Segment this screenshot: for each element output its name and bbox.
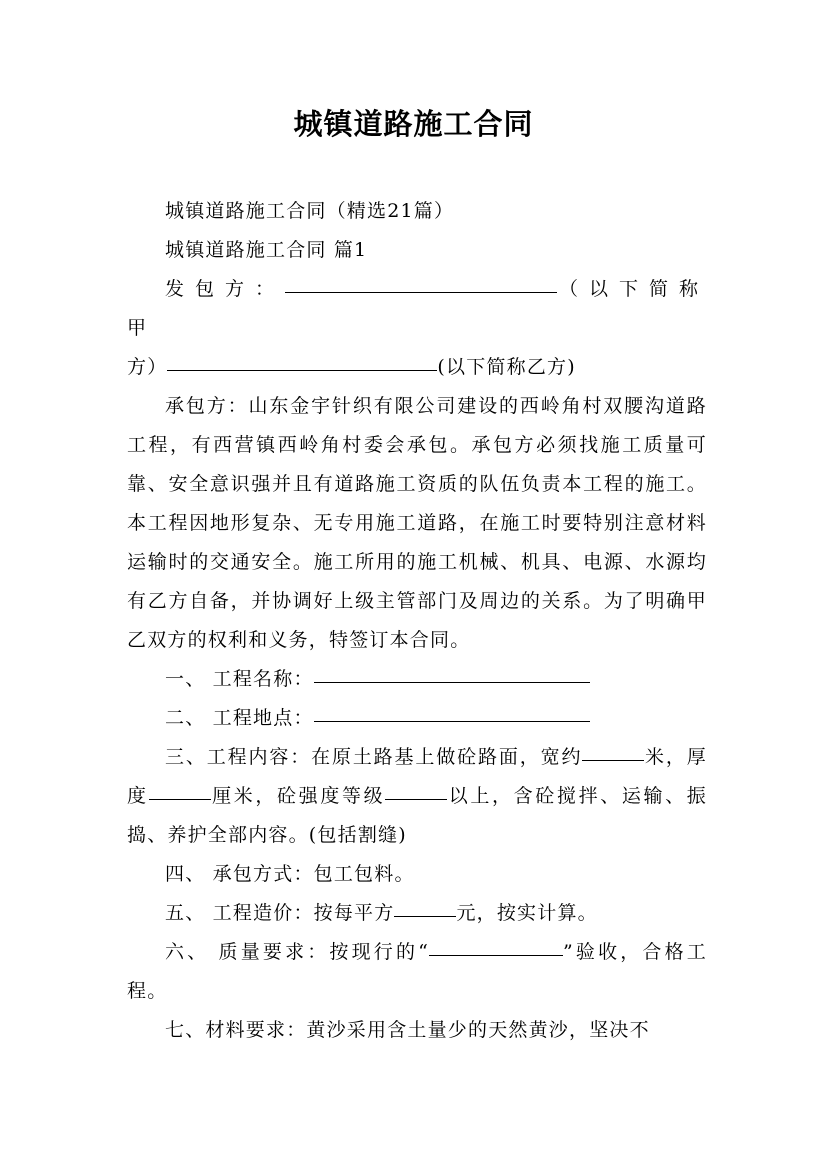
strength-grade-blank	[385, 798, 447, 800]
item-project-name	[127, 660, 707, 699]
item-contract-mode: 四、 承包方式：包工包料。	[165, 863, 415, 885]
standard-blank	[429, 954, 563, 956]
item-project-cost	[127, 894, 707, 933]
item3-part3: 厘米，砼强度等级	[210, 785, 386, 807]
subtitle-text: 城镇道路施工合同（精选21篇）	[165, 200, 455, 222]
project-name-blank	[314, 681, 590, 683]
party-b-blank	[167, 369, 437, 371]
party-b-line	[127, 348, 707, 387]
unit-price-blank	[394, 915, 456, 917]
item3-part4: 以上，含砼搅拌、运输、振捣、养护全部内容。(包括割缝)	[127, 785, 708, 846]
item5-part1: 五、 工程造价：按每平方	[165, 902, 395, 924]
item2-label: 二、 工程地点：	[165, 707, 314, 729]
thickness-blank	[149, 798, 211, 800]
project-location-blank	[314, 720, 590, 722]
document-title: 城镇道路施工合同	[293, 107, 534, 141]
width-blank	[582, 759, 644, 761]
section-heading	[127, 231, 707, 270]
item3-part2: 米，厚度	[127, 746, 707, 807]
item-project-location	[127, 699, 707, 738]
item-project-content	[127, 738, 707, 855]
intro-paragraph: 承包方：山东金宇针织有限公司建设的西岭角村双腰沟道路工程，有西营镇西岭角村委会承包。承包方必须找施工质量可靠、安全意识强并且有道路施工资质的队伍负责本工程的施工。本工程因地形复杂、无专用施工道路，在施工时要特别注意材料运输时的交通安全。施工所用的施工机械、机具、电源、水源均有乙方自备，并协调好上级主管部门及周边的关系。为了明确甲乙双方的权利和义务，特签订本合同。	[127, 395, 707, 651]
item3-part1: 三、工程内容：在原土路基上做砼路面，宽约	[165, 746, 583, 768]
item6-part1: 六、 质量要求：按现行的“	[165, 941, 430, 963]
party-a-blank	[285, 291, 557, 293]
document-body	[127, 192, 707, 1050]
document-subtitle	[127, 192, 707, 231]
item-quality-requirement	[127, 933, 707, 1011]
item5-part2: 元，按实计算。	[456, 902, 598, 924]
item6-part2: ”验收，合格工程。	[127, 941, 707, 1002]
party-a-suffix: （以下简称甲	[127, 278, 707, 339]
party-b-prefix: 方）	[127, 356, 168, 378]
party-a-line	[127, 270, 707, 348]
item1-label: 一、 工程名称：	[165, 668, 314, 690]
item-material-requirement: 七、材料要求：黄沙采用含土量少的天然黄沙，坚决不	[165, 1019, 650, 1041]
party-a-prefix: 发包方：	[165, 278, 285, 300]
section-heading-text: 城镇道路施工合同 篇1	[165, 239, 368, 261]
party-b-suffix: (以下简称乙方)	[437, 356, 576, 378]
